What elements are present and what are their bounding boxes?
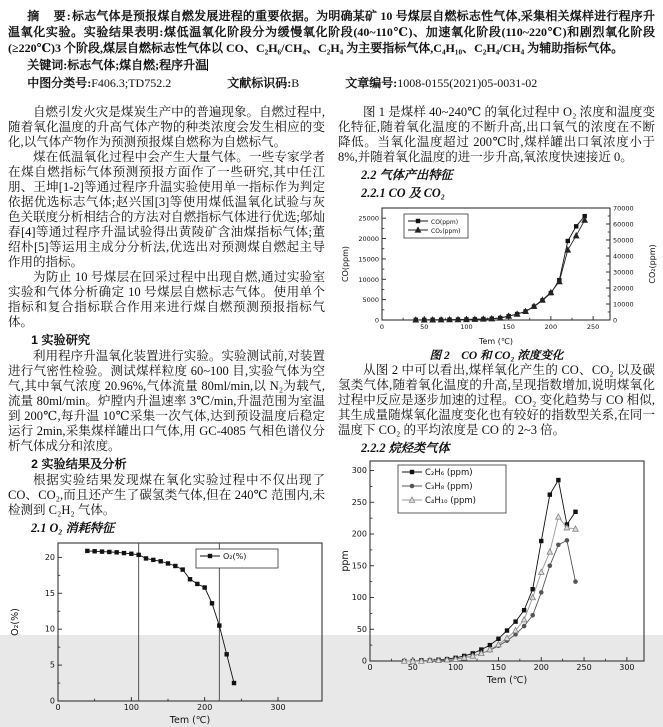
article-id-value: 1008-0155(2021)05-0031-02: [397, 76, 538, 90]
section-heading-2: 2 实验结果及分析: [31, 457, 127, 471]
svg-text:Tem (℃): Tem (℃): [478, 337, 514, 346]
svg-text:200: 200: [533, 663, 549, 672]
svg-text:Tem (℃): Tem (℃): [169, 715, 211, 726]
figure-alkanes-chart: [338, 457, 655, 687]
svg-text:100: 100: [460, 323, 473, 331]
svg-text:0: 0: [49, 696, 55, 706]
paragraph: 从图 2 中可以看出,煤样氧化产生的 CO、CO₂ 以及碳氢类气体,随着氧化温度的升高,呈现指数增加,说明煤氧化过程中反应是逐步加速的过程。CO₂ 变化趋势与 CO 相似,其生成量随煤氧化温度变化也有较好的指数型关系,在同一温度下 CO₂ 的平均浓度是 CO 的 2~3 倍。: [338, 363, 655, 437]
svg-text:0: 0: [374, 316, 379, 325]
svg-text:0: 0: [55, 703, 61, 712]
svg-text:150: 150: [351, 561, 367, 571]
svg-text:15: 15: [44, 588, 55, 598]
svg-text:300: 300: [270, 703, 286, 712]
clc-label: 中图分类号:: [27, 76, 92, 90]
svg-text:300: 300: [619, 663, 635, 672]
svg-text:15000: 15000: [358, 255, 379, 264]
svg-text:250: 250: [576, 663, 592, 672]
svg-text:0: 0: [613, 316, 618, 325]
svg-text:20000: 20000: [358, 235, 379, 244]
figure-o2-consumption-chart: [8, 537, 325, 727]
figure-co-co2-chart: [338, 202, 655, 348]
svg-text:200: 200: [351, 529, 367, 539]
paragraph: 为防止 10 号煤层在回采过程中出现自燃,通过实验室实验和气体分析确定 10 号煤层自燃标志气体。使用单个指标和复合指标联合作用来进行煤自燃预测预报指标气体。: [8, 270, 325, 329]
section-heading-2-1: 2.1 O₂ 消耗特征: [31, 521, 115, 535]
svg-text:100: 100: [351, 593, 367, 603]
svg-text:O₂(%): O₂(%): [10, 608, 21, 636]
svg-text:C₃H₈ (ppm): C₃H₈ (ppm): [425, 481, 473, 492]
svg-text:70000: 70000: [613, 204, 634, 213]
keywords-line: [8, 57, 655, 73]
svg-text:60000: 60000: [613, 220, 634, 229]
body-columns: [8, 105, 655, 727]
abstract-text: 标志气体是预报煤自燃发展进程的重要依据。为明确某矿 10 号煤层自燃标志性气体,采集相关煤样进行程序升温氧化实验。实验结果表明:煤低温氧化阶段分为缓慢氧化阶段(40~110℃)、加速氧化阶段(110~220℃)和剧烈氧化阶段(≥220℃)3 个阶段,煤层自燃标志性气体以 CO、C₂H₆/CH₄、C₂H₄ 为主要指标气体,C₄H₁₀、C₂H₄/CH₄ 为辅助指标气体。: [8, 9, 655, 55]
figure-2-caption: 图 2 CO 和 CO₂ 浓度变化: [429, 350, 564, 362]
paragraph: 煤在低温氧化过程中会产生大量气体。一些专家学者在煤自燃指标气体预测预报方面作了一些研究,其中任江朋、王坤[1-2]等通过程序升温实验使用单一指标作为判定依据优选标志气体;赵兴国[3]等使用煤低温氧化试验与灰色关联度分析相结合的方法对自燃指标气体进行优选;邬灿春[4]等通过程序升温试验得出黄陵矿含油煤指标气体;董绍朴[5]等运用主成分分析法,优选出对预测煤自燃起主导作用的指标。: [8, 150, 325, 269]
doc-code-label: 文献标识码:: [227, 76, 292, 90]
svg-text:300: 300: [351, 466, 367, 476]
paragraph: 自燃引发火灾是煤炭生产中的普遍现象。自燃过程中,随着氧化温度的升高气体产物的种类浓度会发生相应的变化,以气体产物作为预测预报煤自燃称为自燃标气。: [8, 105, 325, 149]
svg-text:Tem (℃): Tem (℃): [486, 675, 528, 686]
paragraph: 图 1 是煤样 40~240℃ 的氧化过程中 O₂ 浓度和温度变化特征,随着氧化温度的不断升高,出口氧气的浓度在不断降低。当氧化温度超过 200℃时,煤样罐出口氧浓度小于 8%,并随着氧化温度的进一步升高,氧浓度快速接近 0。: [338, 105, 655, 164]
svg-text:150: 150: [502, 323, 515, 331]
section-heading-1: 1 实验研究: [31, 333, 91, 347]
svg-text:10000: 10000: [613, 300, 634, 309]
svg-text:10: 10: [44, 624, 55, 634]
keywords-label: 关键词:: [27, 58, 68, 72]
abstract: [8, 8, 655, 56]
section-heading-2-2-1: 2.2.1 CO 及 CO₂: [361, 186, 445, 200]
article-id-pair: [345, 75, 537, 91]
doc-code-value: B: [291, 76, 300, 90]
svg-text:150: 150: [490, 663, 507, 672]
svg-text:40000: 40000: [613, 252, 634, 261]
classification-line: [8, 75, 655, 91]
clc-value: F406.3;TD752.2: [91, 76, 172, 90]
keywords-text: 标志气体;煤自燃;程序升温: [67, 58, 208, 72]
svg-text:0: 0: [367, 663, 373, 672]
article-id-label: 文章编号:: [345, 76, 398, 90]
svg-text:30000: 30000: [613, 268, 634, 277]
svg-text:ppm: ppm: [340, 550, 351, 572]
svg-text:20000: 20000: [613, 284, 634, 293]
clc-pair: [27, 75, 171, 91]
svg-text:25000: 25000: [358, 214, 379, 223]
svg-text:200: 200: [197, 703, 213, 712]
svg-text:O₂(%): O₂(%): [223, 551, 247, 561]
section-heading-2-2-2: 2.2.2 烷烃类气体: [361, 441, 450, 455]
svg-text:5000: 5000: [362, 296, 379, 305]
svg-text:50: 50: [356, 624, 367, 634]
svg-text:0: 0: [361, 656, 367, 666]
svg-text:CO₂(ppm): CO₂(ppm): [431, 227, 461, 235]
abstract-label: 摘 要:: [27, 9, 72, 23]
svg-text:CO₂(ppm): CO₂(ppm): [648, 244, 657, 284]
svg-text:50000: 50000: [613, 236, 634, 245]
svg-text:100: 100: [123, 703, 139, 712]
svg-text:50: 50: [420, 323, 429, 331]
svg-text:50: 50: [407, 663, 418, 672]
svg-text:CO(ppm): CO(ppm): [431, 218, 459, 226]
paragraph: 利用程序升温氧化装置进行实验。实验测试前,对装置进行气密性检验。测试煤样粒度 60~100 目,实验气体为空气,其中氧气浓度 20.96%,气体流量 80ml/min,以 N₂为载气,流量 80ml/min。炉膛内升温速率 3℃/min,升温范围为室温到 200℃,每升温 10℃采集一次气体,达到预设温度后稳定运行 2min,采集煤样罐出口气体,用 GC-4085 气相色谱仪分析气体成分和浓度。: [8, 349, 325, 453]
doc-code-pair: [227, 75, 299, 91]
text-cursor: [207, 59, 208, 71]
svg-text:C₄H₁₀ (ppm): C₄H₁₀ (ppm): [425, 495, 476, 506]
svg-text:C₂H₆ (ppm): C₂H₆ (ppm): [425, 467, 473, 478]
paragraph: 根据实验结果发现煤在氧化实验过程中不仅出现了 CO、CO₂,而且还产生了碳氢类气体,但在 240℃ 范围内,未检测到 C₂H₂ 气体。: [8, 473, 325, 517]
right-column: [338, 105, 655, 727]
section-heading-2-2: 2.2 气体产出特征: [361, 168, 453, 182]
svg-text:5: 5: [49, 660, 55, 670]
svg-text:20: 20: [44, 552, 55, 562]
svg-text:10000: 10000: [358, 275, 379, 284]
svg-text:250: 250: [586, 323, 600, 331]
svg-text:100: 100: [447, 663, 464, 672]
svg-text:200: 200: [544, 323, 558, 331]
svg-text:0: 0: [379, 323, 385, 331]
svg-text:250: 250: [351, 497, 367, 507]
svg-text:CO(ppm): CO(ppm): [341, 245, 350, 283]
left-column: [8, 105, 325, 727]
